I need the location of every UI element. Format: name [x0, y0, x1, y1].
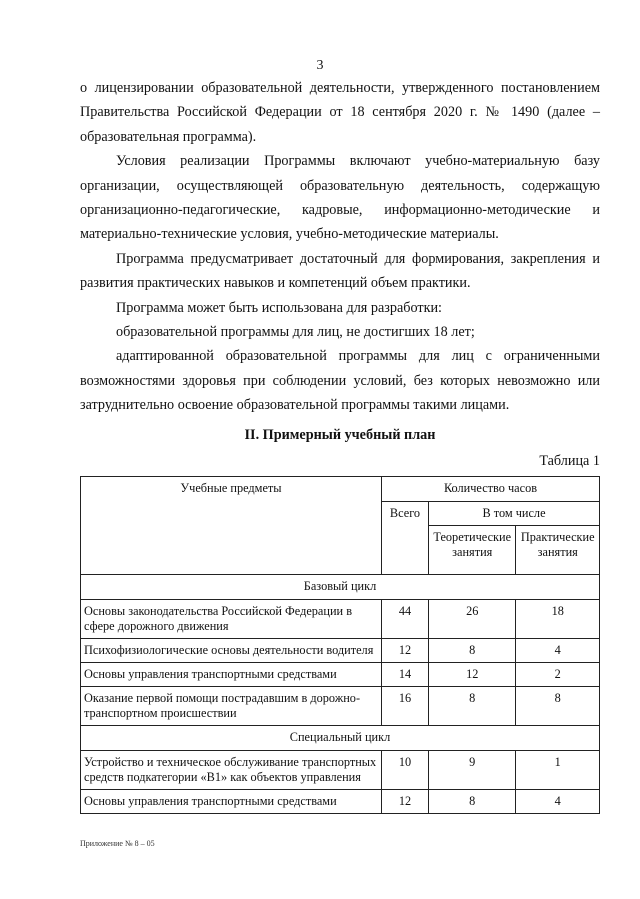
paragraph-conditions: Условия реализации Программы включают учебно-материальную базу организации, осуществляющей образовательную деятельность, содержащую организационно-педагогические, кадровые, информационно-методические и материально-технические условия, учебно-методические материалы.: [80, 153, 600, 243]
paragraph-minors: образовательной программы для лиц, не достигших 18 лет;: [116, 324, 475, 341]
table-row: [81, 663, 600, 687]
table-row: [81, 751, 600, 790]
practice-cell: 4: [516, 790, 600, 814]
paragraph-practice: Программа предусматривает достаточный для формирования, закрепления и развития практических навыков и компетенций объем практики.: [80, 250, 600, 292]
paragraph-license: о лицензировании образовательной деятельности, утвержденного постановлением Правительства Российской Федерации от 18 сентября 2020 г. № 1490 (далее – образовательная программа).: [80, 80, 600, 145]
header-including: В том числе: [429, 502, 600, 526]
header-subjects: Учебные предметы: [81, 477, 382, 575]
body-text: [80, 76, 600, 418]
table-row: [81, 600, 600, 639]
subject-cell: Психофизиологические основы деятельности водителя: [81, 639, 382, 663]
total-cell: 10: [382, 751, 429, 790]
subject-cell: Устройство и техническое обслуживание транспортных средств подкатегории «B1» как объектов управления: [81, 751, 382, 790]
practice-cell: 18: [516, 600, 600, 639]
theory-cell: 8: [429, 639, 516, 663]
practice-cell: 1: [516, 751, 600, 790]
theory-cell: 12: [429, 663, 516, 687]
cycle-name: Базовый цикл: [81, 575, 600, 600]
subject-cell: Основы управления транспортными средствами: [81, 663, 382, 687]
subject-cell: Оказание первой помощи пострадавшим в дорожно-транспортном происшествии: [81, 687, 382, 726]
total-cell: 12: [382, 639, 429, 663]
header-practice: Практические занятия: [516, 526, 600, 575]
table-row: [81, 687, 600, 726]
header-theory: Теоретические занятия: [429, 526, 516, 575]
subject-cell: Основы управления транспортными средствами: [81, 790, 382, 814]
subject-cell: Основы законодательства Российской Федерации в сфере дорожного движения: [81, 600, 382, 639]
footer-annex: Приложение № 8 – 05: [80, 839, 155, 848]
practice-cell: 4: [516, 639, 600, 663]
theory-cell: 26: [429, 600, 516, 639]
header-total: Всего: [382, 502, 429, 575]
table-row: [81, 790, 600, 814]
table-row: [81, 639, 600, 663]
header-hours: Количество часов: [382, 477, 600, 502]
cycle-row-special: [81, 726, 600, 751]
total-cell: 16: [382, 687, 429, 726]
theory-cell: 9: [429, 751, 516, 790]
cycle-row-basic: [81, 575, 600, 600]
page-number: 3: [316, 58, 324, 73]
total-cell: 12: [382, 790, 429, 814]
section-title: II. Примерный учебный план: [244, 427, 436, 443]
curriculum-table: [80, 476, 600, 814]
cycle-name: Специальный цикл: [81, 726, 600, 751]
theory-cell: 8: [429, 790, 516, 814]
paragraph-adapted: адаптированной образовательной программы для лиц с ограниченными возможностями здоровья при соблюдении условий, без которых невозможно или затруднительно освоение образовательной программы такими лицами.: [80, 348, 600, 414]
total-cell: 44: [382, 600, 429, 639]
theory-cell: 8: [429, 687, 516, 726]
practice-cell: 8: [516, 687, 600, 726]
paragraph-usage: Программа может быть использована для разработки:: [116, 299, 442, 316]
table-caption: Таблица 1: [539, 453, 600, 469]
total-cell: 14: [382, 663, 429, 687]
practice-cell: 2: [516, 663, 600, 687]
